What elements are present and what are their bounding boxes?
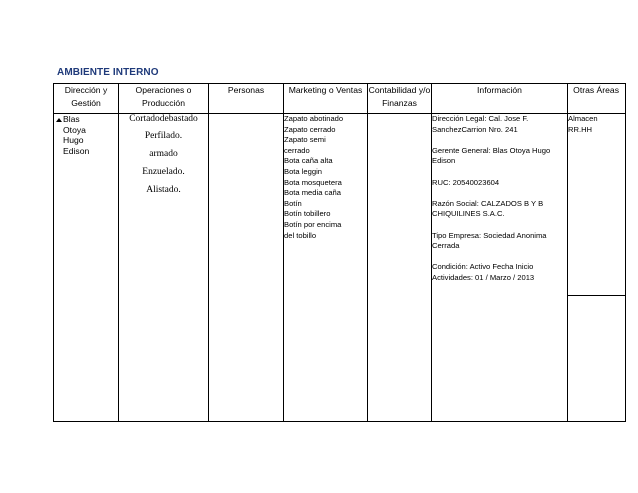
product-item: Bota mosquetera xyxy=(284,177,342,187)
otras-areas-empty-cell xyxy=(568,296,626,422)
operacion-item: armado xyxy=(149,149,178,159)
info-paragraph: Tipo Empresa: Sociedad Anonima Cerrada xyxy=(432,230,547,251)
product-item: Bota leggin xyxy=(284,166,322,176)
product-item: Zapato abotinado xyxy=(284,114,344,123)
marketing-cell xyxy=(284,114,368,422)
bullet-icon xyxy=(56,118,62,122)
direccion-line: Hugo xyxy=(63,135,84,145)
contabilidad-cell xyxy=(368,114,432,422)
product-item: Botín por encima xyxy=(284,219,342,229)
header-otras-areas: Otras Áreas xyxy=(568,84,626,114)
product-item: Botín xyxy=(284,198,302,208)
operacion-item: Enzuelado. xyxy=(142,167,185,177)
header-contabilidad: Contabilidad y/o Finanzas xyxy=(368,84,432,114)
product-item: Zapato cerrado xyxy=(284,124,336,134)
direccion-cell xyxy=(54,114,119,422)
area-item: RR.HH xyxy=(568,124,593,134)
content-row xyxy=(54,114,626,296)
header-row xyxy=(54,84,626,114)
operacion-item: Alistado. xyxy=(146,185,181,195)
direccion-line: Otoya xyxy=(63,124,86,135)
header-direccion: Dirección y Gestión xyxy=(54,84,119,114)
product-item: cerrado xyxy=(284,145,310,155)
product-item: Bota caña alta xyxy=(284,156,333,166)
area-item: Almacen xyxy=(568,114,598,123)
personas-cell xyxy=(209,114,284,422)
info-paragraph: Condición: Activo Fecha Inicio Actividades: 01 / Marzo / 2013 xyxy=(432,262,535,282)
info-paragraph: Dirección Legal: Cal. Jose F. SanchezCarrion Nro. 241 xyxy=(432,114,529,134)
direccion-line: Edison xyxy=(63,145,90,156)
info-paragraph: Gerente General: Blas Otoya Hugo Edison xyxy=(432,145,551,166)
product-item: del tobillo xyxy=(284,230,317,240)
header-operaciones: Operaciones o Producción xyxy=(119,84,209,114)
section-title: AMBIENTE INTERNO xyxy=(57,67,159,78)
informacion-cell xyxy=(432,114,568,422)
info-paragraph: RUC: 20540023604 xyxy=(432,177,500,187)
header-informacion: Información xyxy=(432,84,568,114)
operacion-item: Perfilado. xyxy=(144,131,183,141)
otras-areas-cell xyxy=(568,114,626,296)
info-paragraph: Razón Social: CALZADOS B Y B CHIQUILINES S.A.C. xyxy=(432,198,544,219)
product-item: Zapato semi xyxy=(284,135,326,145)
operacion-item: Cortadodebastado xyxy=(129,114,198,124)
operaciones-cell xyxy=(119,114,209,422)
header-personas: Personas xyxy=(209,84,284,114)
internal-environment-table xyxy=(53,83,626,422)
product-item: Bota media caña xyxy=(284,188,341,198)
direccion-line: Blas xyxy=(63,114,80,124)
header-marketing: Marketing o Ventas xyxy=(284,84,368,114)
product-item: Botín tobillero xyxy=(284,209,331,219)
